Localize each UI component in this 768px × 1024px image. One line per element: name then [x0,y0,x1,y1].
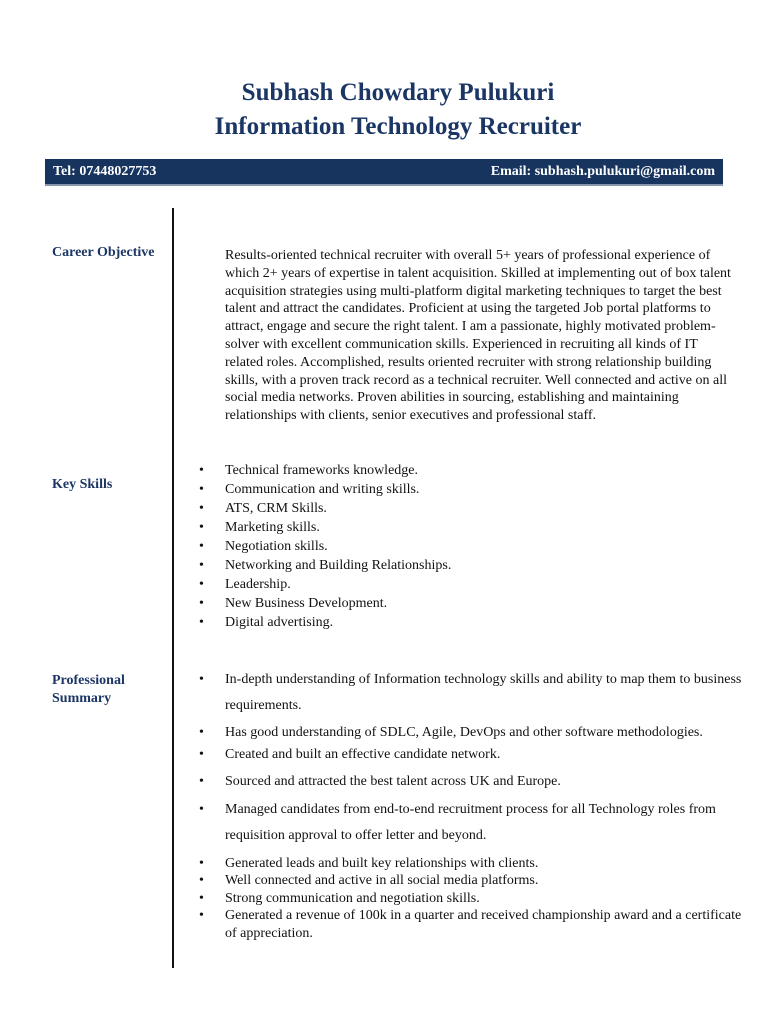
key-skills-label: Key Skills [52,477,113,492]
list-item: • ATS, CRM Skills. [197,499,737,518]
candidate-role: Information Technology Recruiter [214,113,582,140]
summary-label-line-2: Summary [52,691,112,706]
key-skills-list [197,461,737,632]
list-item: • Strong communication and negotiation skills. [197,890,742,908]
resume-header [0,76,768,144]
list-item: • Technical frameworks knowledge. [197,461,737,480]
professional-summary-list [197,667,742,942]
list-item: • Communication and writing skills. [197,480,737,499]
list-item: • Negotiation skills. [197,537,737,556]
list-item: • Digital advertising. [197,613,737,632]
contact-bar [45,159,723,186]
list-item: • New Business Development. [197,594,737,613]
vertical-divider [172,208,174,968]
summary-label-line-1: Professional [52,673,125,688]
list-item: • Managed candidates from end-to-end recruitment process for all Technology roles from requisition approval to offer letter and beyond. [197,797,742,849]
candidate-name: Subhash Chowdary Pulukuri [241,79,555,106]
list-item: • Marketing skills. [197,518,737,537]
career-objective-text: Results-oriented technical recruiter with overall 5+ years of professional experience of which 2+ years of expertise in talent acquisition. Skilled at implementing out of box talent acquisition strategies using multi-platform digital marketing techniques to target the best talent and attract the candidates. Proficient at using the targeted Job portal platforms to attract, engage and secure the right talent. I am a passionate, highly motivated problem-solver with excellent communication skills. Experienced in recruiting all kinds of IT related roles. Accomplished, results oriented recruiter with strong relationship building skills, with a proven track record as a technical recruiter. Well connected and active on all social media networks. Proven abilities in sourcing, establishing and maintaining relationships with clients, senior executives and professional staff. [225,248,731,424]
professional-summary-label [52,672,125,708]
list-item: • Generated a revenue of 100k in a quarter and received championship award and a certificate of appreciation. [197,907,742,942]
list-item: • Sourced and attracted the best talent across UK and Europe. [197,773,742,791]
list-item: • Generated leads and built key relationships with clients. [197,855,742,873]
list-item: • Well connected and active in all social media platforms. [197,872,742,890]
list-item: • In-depth understanding of Information technology skills and ability to map them to business requirements. [197,667,742,719]
list-item: • Created and built an effective candidate network. [197,746,742,764]
email-address: Email: subhash.pulukuri@gmail.com [490,164,715,179]
list-item: • Leadership. [197,575,737,594]
list-item: • Has good understanding of SDLC, Agile, DevOps and other software methodologies. [197,724,742,742]
career-objective-label: Career Objective [52,245,155,260]
list-item: • Networking and Building Relationships. [197,556,737,575]
phone-number: Tel: 07448027753 [53,164,157,179]
